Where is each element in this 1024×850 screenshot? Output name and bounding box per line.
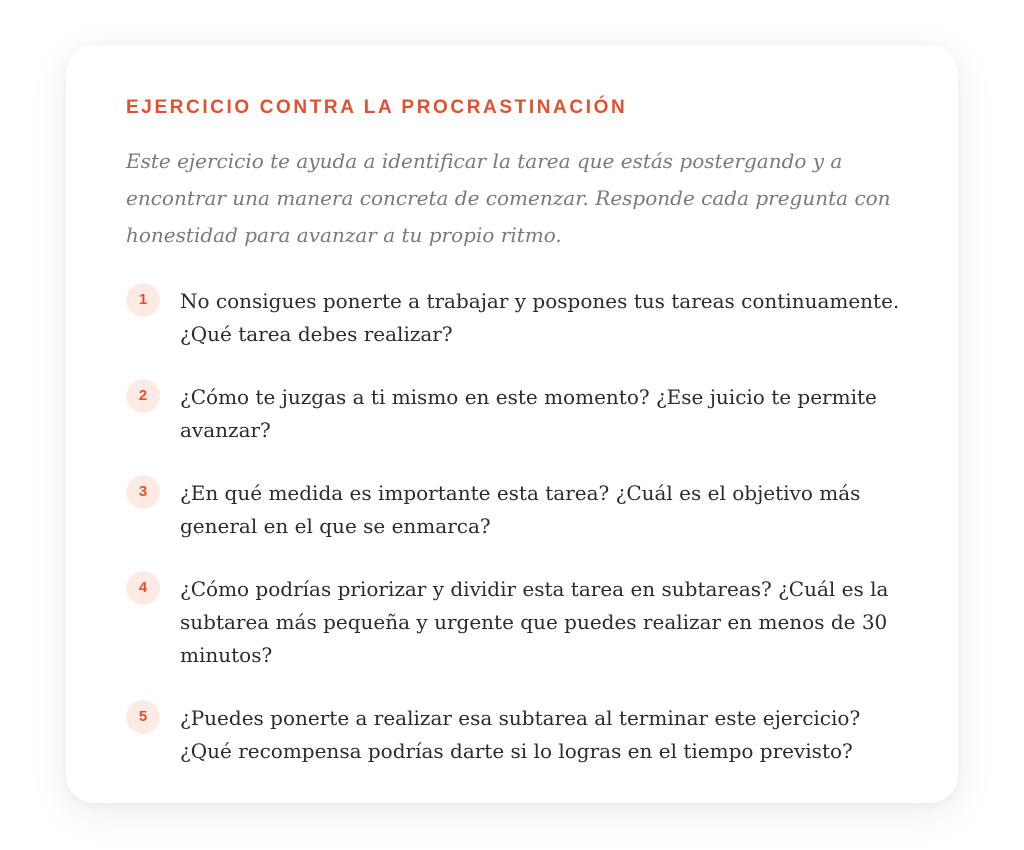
question-list xyxy=(126,285,916,798)
question-number-badge: 1 xyxy=(126,283,160,317)
question-number-badge: 3 xyxy=(126,475,160,509)
question-number-badge: 2 xyxy=(126,379,160,413)
question-item xyxy=(126,702,916,768)
question-number-badge: 4 xyxy=(126,571,160,605)
question-item xyxy=(126,477,916,543)
question-item xyxy=(126,285,916,351)
question-text: ¿Cómo podrías priorizar y dividir esta tarea en subtareas? ¿Cuál es la subtarea más pequeña y urgente que puedes realizar en menos de 30 minutos? xyxy=(180,577,889,667)
question-text: ¿Cómo te juzgas a ti mismo en este momento? ¿Ese juicio te permite avanzar? xyxy=(180,385,877,442)
question-number-badge: 5 xyxy=(126,700,160,734)
intro-text: Este ejercicio te ayuda a identificar la tarea que estás postergando y a encontrar una manera concreta de comenzar. Responde cada pregunta con honestidad para avanzar a tu propio ritmo. xyxy=(126,149,891,247)
question-text: ¿Puedes ponerte a realizar esa subtarea al terminar este ejercicio? ¿Qué recompensa podrías darte si lo logras en el tiempo previsto? xyxy=(180,706,861,763)
question-text: No consigues ponerte a trabajar y pospones tus tareas continuamente. ¿Qué tarea debes realizar? xyxy=(180,289,900,346)
card-title: EJERCICIO CONTRA LA PROCRASTINACIÓN xyxy=(126,97,628,118)
question-item xyxy=(126,573,916,672)
question-item xyxy=(126,381,916,447)
exercise-card xyxy=(66,45,958,803)
question-text: ¿En qué medida es importante esta tarea? ¿Cuál es el objetivo más general en el que se enmarca? xyxy=(180,481,861,538)
